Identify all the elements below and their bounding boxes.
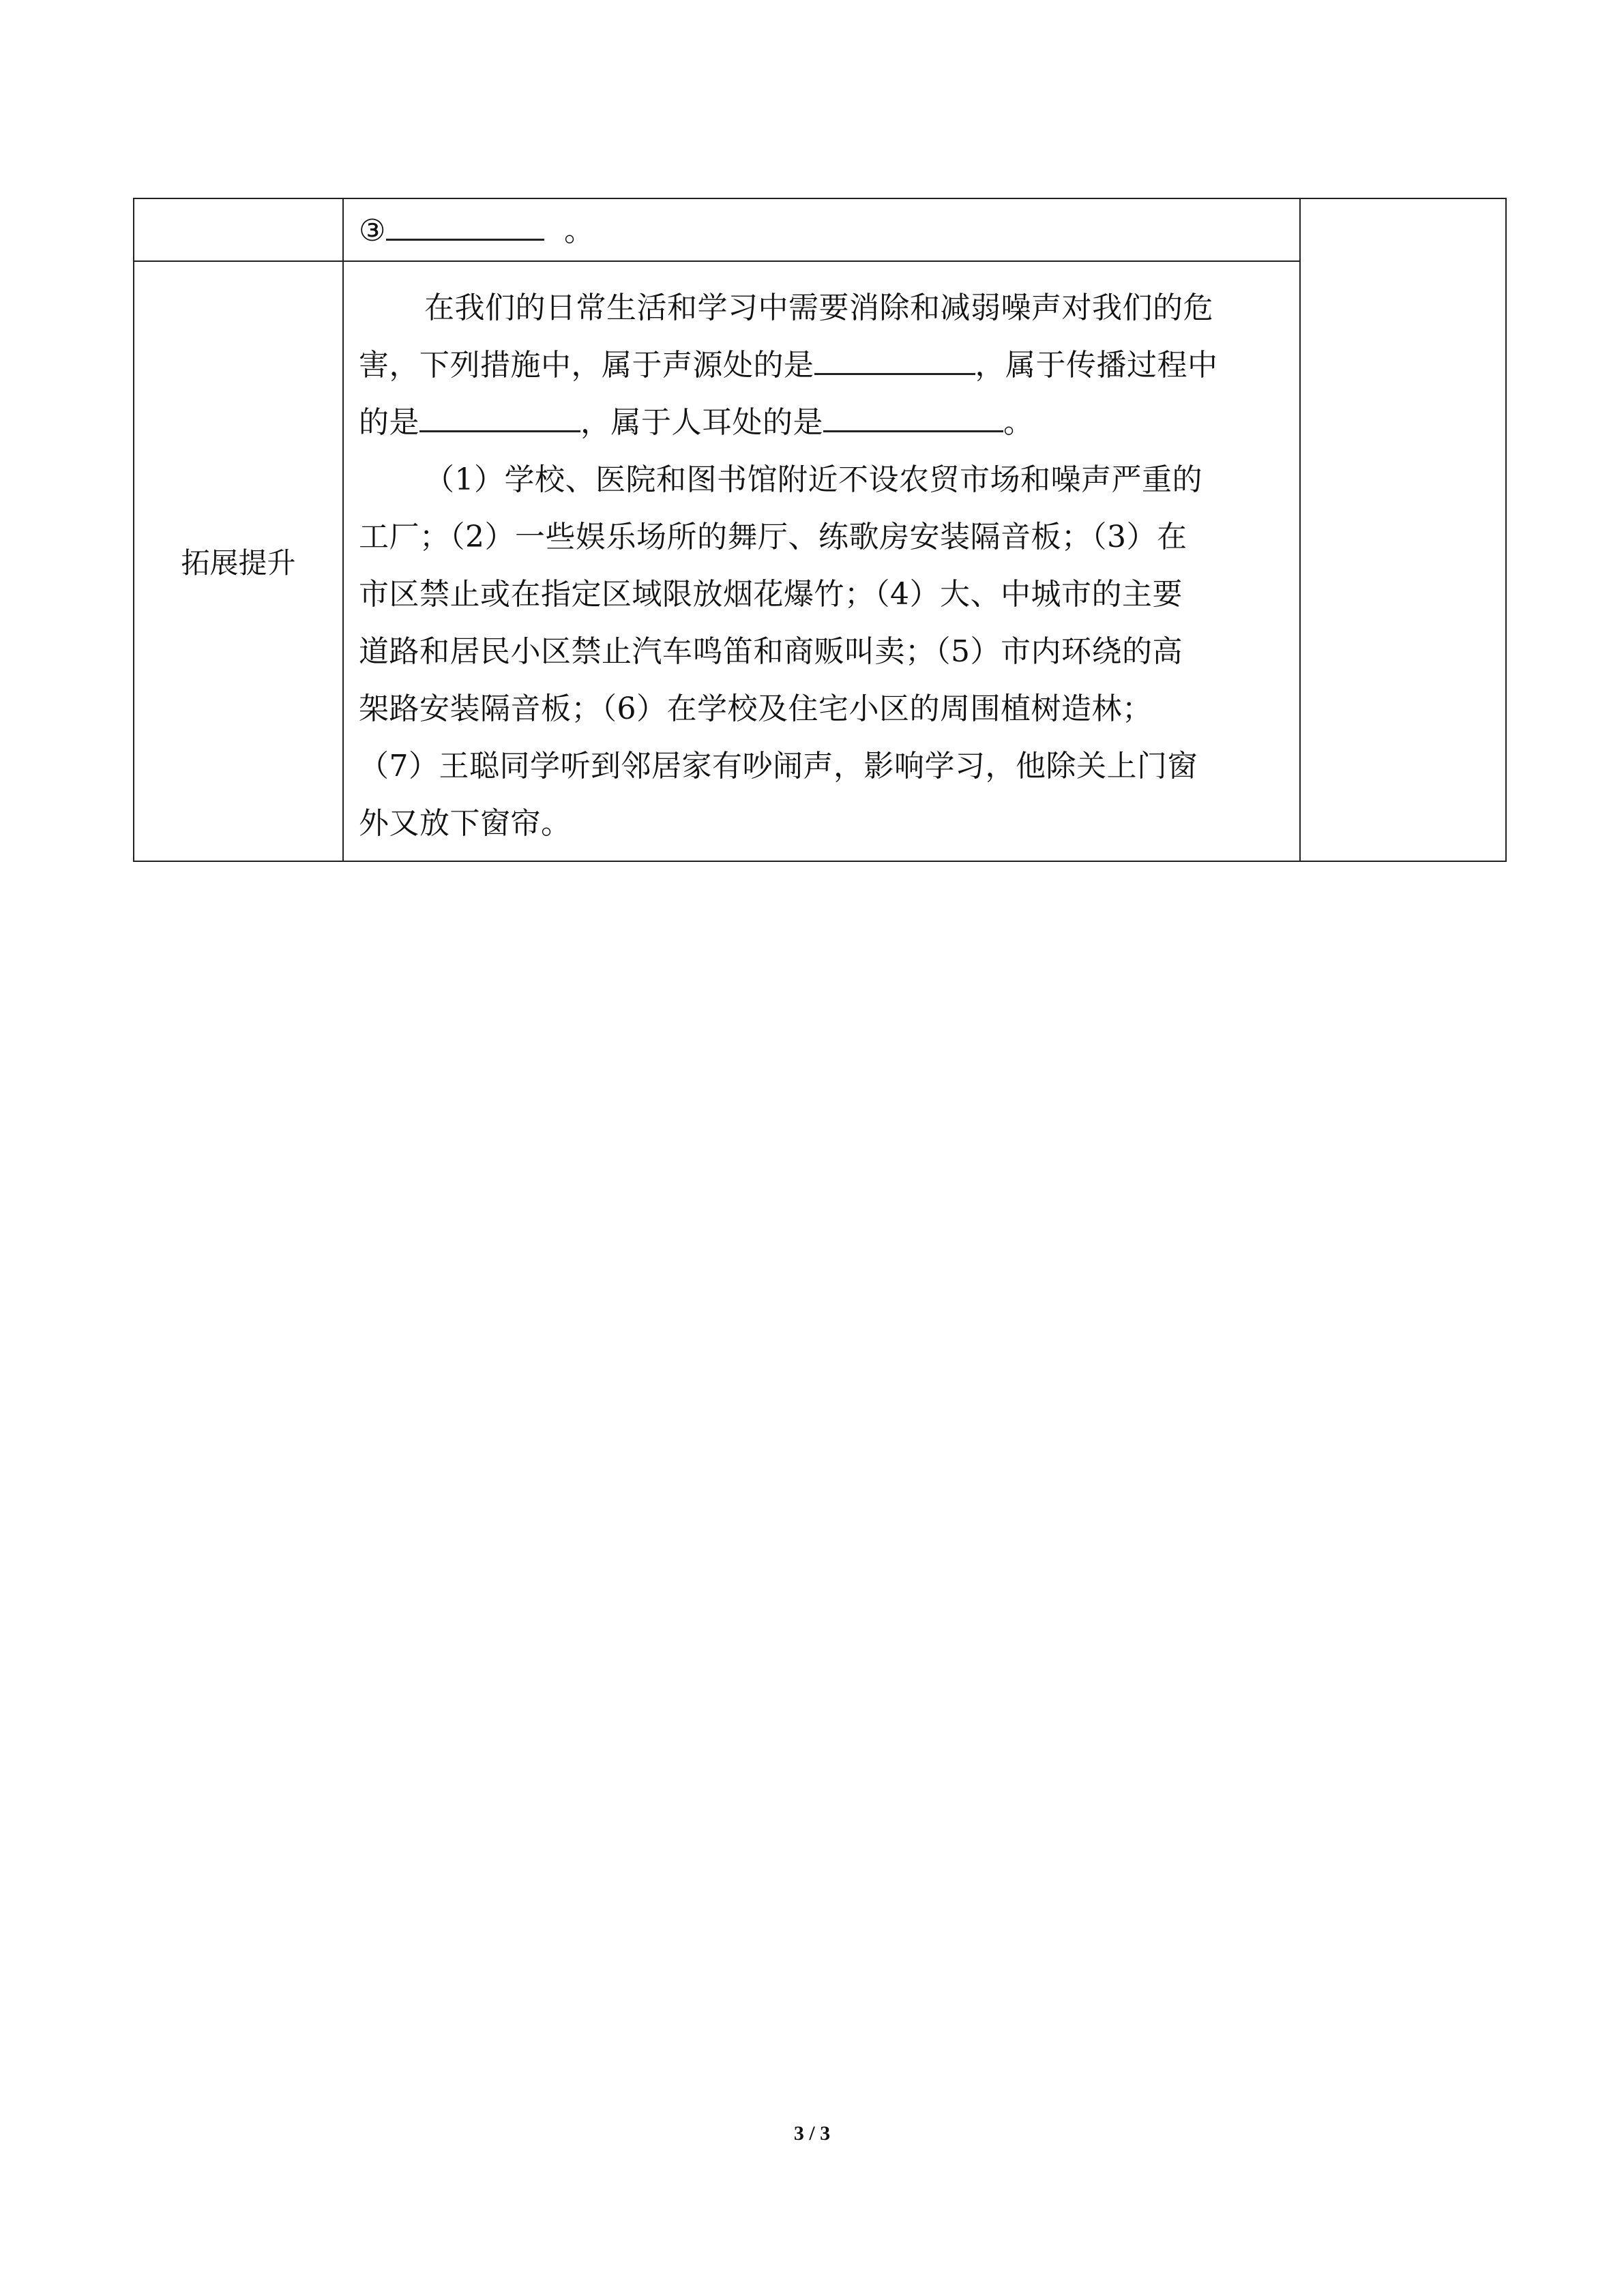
intro-line-1: 在我们的日常生活和学习中需要消除和减弱噪声对我们的危 [424, 290, 1213, 325]
measures-line: （1）学校、医院和图书馆附近不设农贸市场和噪声严重的 [424, 462, 1202, 497]
worksheet-table [133, 198, 1507, 862]
measures-line: （7）王聪同学听到邻居家有吵闹声，影响学习，他除关上门窗 [359, 749, 1198, 784]
content-cell-continued [343, 198, 1300, 261]
label-cell-empty [134, 198, 343, 261]
section-label: 拓展提升 [134, 261, 343, 861]
measures-line: 市区禁止或在指定区域限放烟花爆竹；（4）大、中城市的主要 [359, 577, 1183, 612]
intro-text: 害，下列措施中，属于声源处的是 [359, 348, 814, 383]
content-cell-extension [343, 261, 1300, 861]
intro-line-2 [359, 337, 1284, 394]
circle-number-marker: ③ [359, 213, 386, 248]
continued-line [359, 199, 1284, 260]
intro-text: ，属于人耳处的是 [580, 405, 823, 440]
page-number: 3 / 3 [793, 2122, 831, 2145]
measures-line: 架路安装隔音板；（6）在学校及住宅小区的周围植树造林； [359, 691, 1153, 726]
intro-text: ，属于传播过程中 [975, 348, 1218, 383]
answer-blank-transmission[interactable] [419, 400, 580, 432]
line-ending: 。 [563, 213, 595, 248]
answer-blank-ear[interactable] [823, 400, 1003, 432]
intro-line-3 [359, 394, 1284, 451]
measures-line: 道路和居民小区禁止汽车鸣笛和商贩叫卖；（5）市内环绕的高 [359, 634, 1183, 669]
table-row-continued [134, 198, 1506, 261]
answer-blank-3[interactable] [386, 209, 544, 241]
measures-line: 外又放下窗帘。 [359, 806, 572, 841]
notes-cell [1300, 198, 1506, 861]
intro-text: 。 [1003, 405, 1034, 440]
intro-text: 的是 [359, 405, 419, 440]
answer-blank-source[interactable] [814, 343, 975, 375]
measures-line: 工厂；（2）一些娱乐场所的舞厅、练歌房安装隔音板；（3）在 [359, 520, 1187, 554]
